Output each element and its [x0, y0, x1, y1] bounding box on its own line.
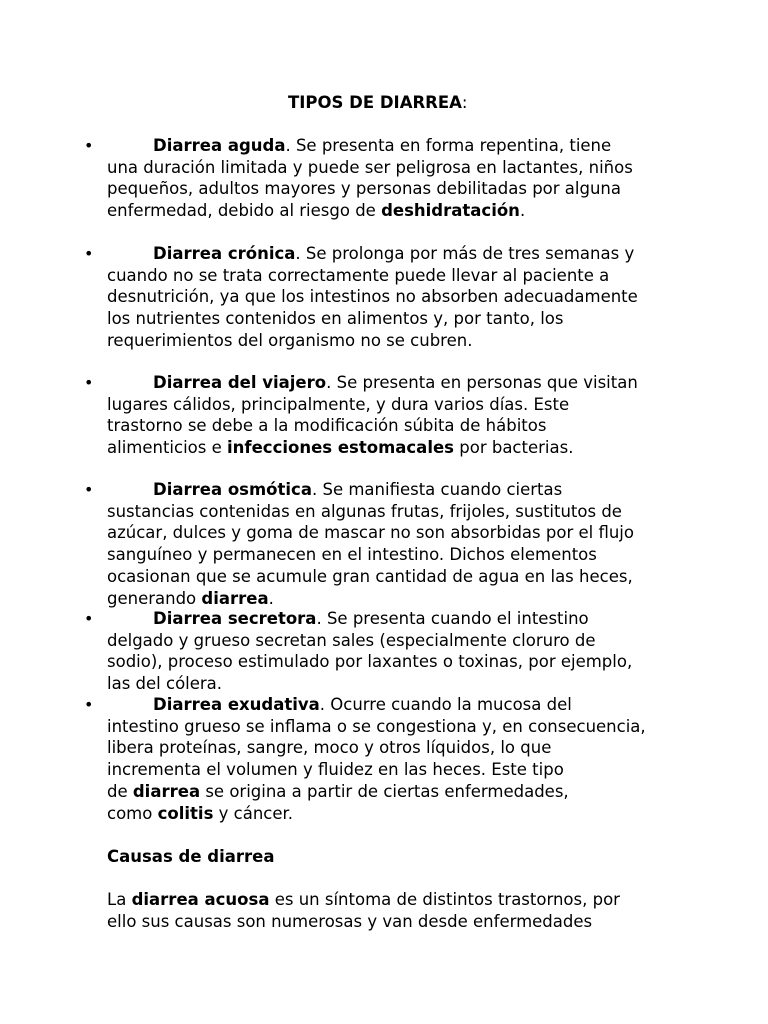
- item-text: se origina a partir de ciertas enfermedades,: [200, 781, 569, 801]
- item-text: y cáncer.: [213, 803, 294, 823]
- item-bold-text: colitis: [157, 803, 214, 823]
- list-item-diarrea-del-viajero: [107, 372, 687, 459]
- item-text: sustancias contenidas en algunas frutas, frijoles, sustitutos de: [107, 501, 622, 521]
- item-text: pequeños, adultos mayores y personas debilitadas por alguna: [107, 179, 622, 199]
- item-text: delgado y grueso secretan sales (especialmente cloruro de: [107, 630, 596, 650]
- item-text: cuando no se trata correctamente puede llevar al paciente a: [107, 265, 610, 285]
- item-bold-text: infecciones estomacales: [227, 438, 454, 458]
- bullet-icon: •: [84, 244, 94, 263]
- item-text: intestino grueso se inflama o se congestiona y, en consecuencia,: [107, 716, 646, 736]
- bullet-icon: •: [84, 480, 94, 499]
- item-text: generando: [107, 588, 202, 608]
- item-text: lugares cálidos, principalmente, y dura varios días. Este: [107, 394, 570, 414]
- list-item-diarrea-exudativa: [107, 694, 687, 824]
- item-term: Diarrea osmótica: [153, 480, 312, 499]
- item-text: por bacterias.: [454, 438, 574, 458]
- item-text: sanguíneo y permanecen en el intestino. Dichos elementos: [107, 545, 597, 565]
- item-text: .: [519, 201, 526, 221]
- item-bold-text: diarrea: [201, 588, 269, 608]
- item-text: .: [268, 588, 274, 608]
- item-text: las del cólera.: [107, 674, 223, 694]
- list-item-diarrea-osmotica: [107, 479, 687, 609]
- bullet-icon: •: [84, 695, 94, 714]
- section-heading-text: Causas de diarrea: [107, 847, 275, 866]
- paragraph-text: es un síntoma de distintos trastornos, por: [269, 890, 620, 909]
- item-text: . Se presenta en forma repentina, tiene: [285, 136, 612, 155]
- item-text: sodio), proceso estimulado por laxantes o toxinas, por ejemplo,: [107, 652, 633, 672]
- item-text: alimenticios e: [107, 438, 228, 458]
- bullet-icon: •: [84, 373, 94, 392]
- item-text: . Se presenta en personas que visitan: [326, 373, 638, 392]
- section-heading: [107, 846, 687, 868]
- item-text: incrementa el volumen y fluidez en las heces. Este tipo: [107, 760, 564, 780]
- item-bold-text: diarrea: [132, 781, 201, 801]
- item-text: . Ocurre cuando la mucosa del: [319, 695, 572, 714]
- item-text: una duración limitada y puede ser peligrosa en lactantes, niños: [107, 157, 633, 177]
- item-text: enfermedad, debido al riesgo de: [107, 201, 382, 221]
- bullet-icon: •: [84, 609, 94, 628]
- paragraph-bold-text: diarrea acuosa: [131, 890, 270, 909]
- item-text: azúcar, dulces y goma de mascar no son absorbidas por el flujo: [107, 523, 634, 543]
- item-text: . Se prolonga por más de tres semanas y: [295, 244, 635, 263]
- item-text: requerimientos del organismo no se cubren.: [107, 330, 473, 350]
- paragraph-text: ello sus causas son numerosas y van desde enfermedades: [107, 911, 593, 931]
- title-text: TIPOS DE DIARREA: [288, 93, 462, 112]
- item-text: . Se presenta cuando el intestino: [316, 609, 589, 628]
- item-text: los nutrientes contenidos en alimentos y, por tanto, los: [107, 309, 564, 329]
- document-title: [288, 92, 467, 114]
- item-term: Diarrea crónica: [153, 244, 296, 263]
- list-item-diarrea-cronica: [107, 243, 687, 352]
- item-term: Diarrea del viajero: [153, 373, 327, 392]
- item-term: Diarrea aguda: [153, 136, 286, 155]
- item-term: Diarrea exudativa: [153, 695, 320, 714]
- item-term: Diarrea secretora: [153, 609, 317, 628]
- paragraph: [107, 889, 687, 932]
- paragraph-text: La: [107, 890, 132, 909]
- item-text: como: [107, 803, 158, 823]
- list-item-diarrea-secretora: [107, 608, 687, 695]
- item-text: ocasionan que se acumule gran cantidad de agua en las heces,: [107, 566, 633, 586]
- item-text: desnutrición, ya que los intestinos no absorben adecuadamente: [107, 287, 638, 307]
- item-text: . Se manifiesta cuando ciertas: [311, 480, 563, 499]
- item-text: de: [107, 781, 133, 801]
- item-text: libera proteínas, sangre, moco y otros líquidos, lo que: [107, 738, 552, 758]
- list-item-diarrea-aguda: [107, 135, 687, 222]
- item-text: trastorno se debe a la modificación súbita de hábitos: [107, 416, 547, 436]
- item-bold-text: deshidratación: [381, 201, 520, 221]
- title-colon: :: [461, 93, 468, 112]
- bullet-icon: •: [84, 136, 94, 155]
